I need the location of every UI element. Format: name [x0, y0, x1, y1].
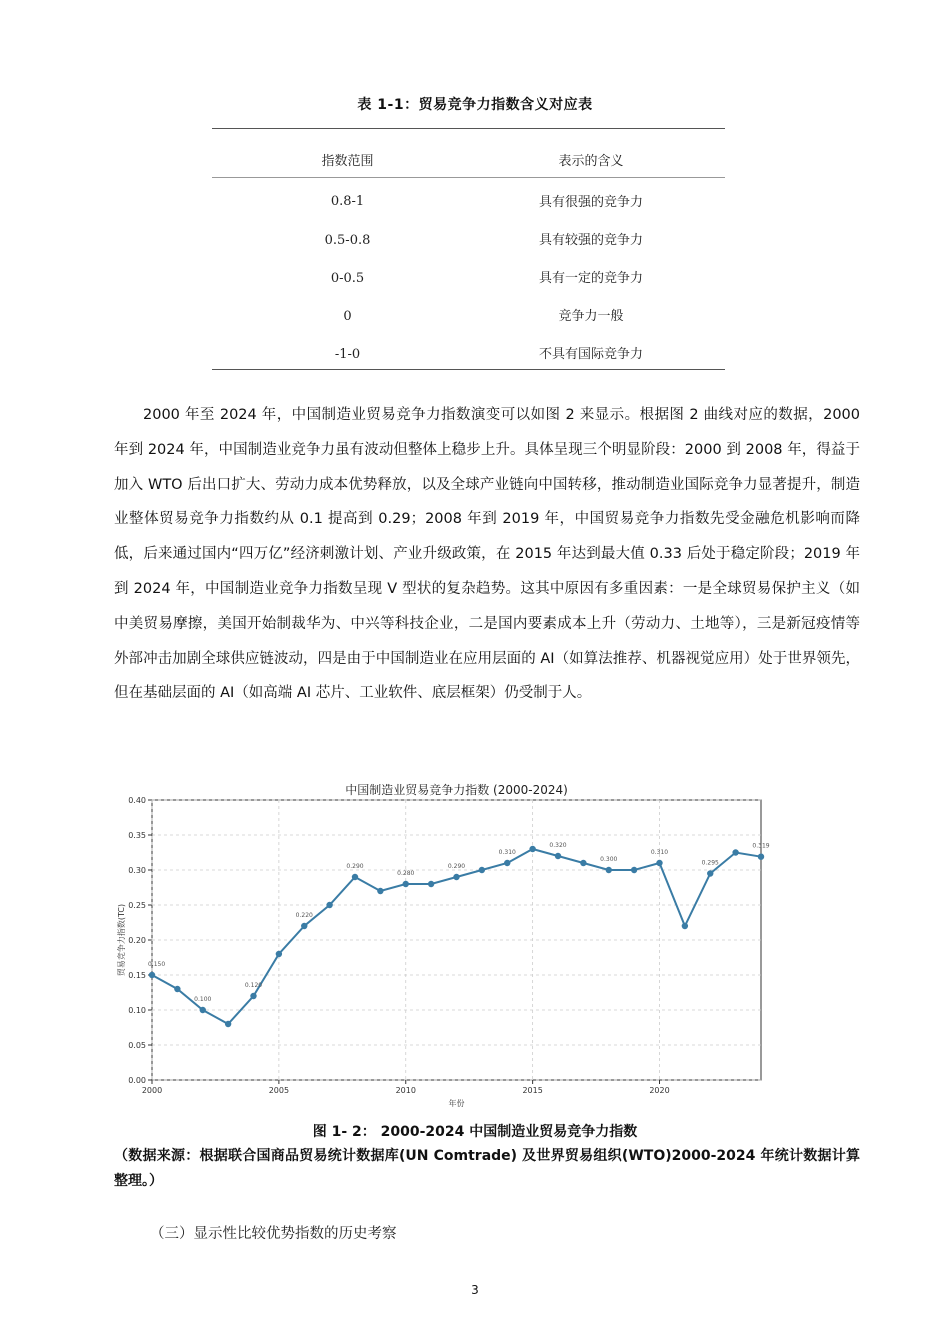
data-label: 0.220	[295, 912, 313, 919]
data-point	[174, 986, 180, 992]
data-point	[149, 972, 155, 978]
data-point	[479, 867, 485, 873]
data-point	[504, 860, 510, 866]
table-title: 表 1-1：贸易竞争力指数含义对应表	[357, 97, 593, 113]
x-tick-label: 2020	[649, 1086, 670, 1095]
x-tick-label: 2015	[522, 1086, 543, 1095]
figure-source: （数据来源：根据联合国商品贸易统计数据库(UN Comtrade) 及世界贸易组织(WTO)2000-2024 年统计数据计算整理。）	[114, 1148, 860, 1189]
y-tick-label: 0.30	[128, 866, 146, 875]
table-cell-range: 0-0.5	[330, 271, 365, 286]
data-label: 0.120	[244, 982, 263, 989]
data-point	[656, 860, 662, 866]
table-cell-meaning: 不具有国际竞争力	[538, 347, 643, 362]
data-label: 0.319	[752, 842, 770, 850]
data-point	[326, 902, 332, 908]
data-label: 0.300	[600, 856, 618, 863]
data-label: 0.100	[194, 996, 212, 1003]
data-point	[758, 854, 764, 860]
table-cell-meaning: 具有很强的竞争力	[538, 195, 643, 210]
figure-caption: 图 1- 2： 2000-2024 中国制造业贸易竞争力指数	[312, 1124, 638, 1140]
data-point	[403, 881, 409, 887]
y-tick-label: 0.35	[128, 831, 146, 840]
x-tick-label: 2000	[141, 1086, 163, 1095]
data-point	[377, 888, 383, 894]
body-text	[114, 398, 860, 711]
table-header-meaning: 表示的含义	[558, 154, 624, 169]
y-tick-label: 0.20	[128, 936, 146, 945]
table-bottom-rule	[212, 369, 725, 370]
data-point	[428, 881, 434, 887]
data-label: 0.150	[148, 961, 166, 968]
y-tick-label: 0.05	[128, 1041, 146, 1050]
chart-container	[112, 780, 772, 1110]
section-heading: （三）显示性比较优势指数的历史考察	[150, 1226, 397, 1242]
data-label: 0.310	[650, 849, 669, 856]
y-tick-label: 0.15	[128, 971, 146, 980]
table-cell-meaning: 具有一定的竞争力	[538, 271, 643, 286]
table-cell-meaning: 竞争力一般	[558, 309, 624, 324]
data-label: 0.295	[701, 859, 719, 867]
chart-title: 中国制造业贸易竞争力指数 (2000-2024)	[345, 783, 568, 797]
line-chart	[112, 780, 772, 1110]
data-point	[301, 923, 307, 929]
data-point	[732, 849, 738, 855]
data-point	[682, 923, 688, 929]
y-tick-label: 0.10	[128, 1006, 146, 1015]
data-point	[200, 1007, 206, 1013]
body-paragraph: 2000 年至 2024 年，中国制造业贸易竞争力指数演变可以如图 2 来显示。根据图 2 曲线对应的数据，2000 年到 2024 年，中国制造业竞争力虽有波动但整体上稳步上升。具体呈现三个明显阶段：2000 到 2008 年，得益于加入 WTO 后出口扩大、劳动力成本优势释放，以及全球产业链向中国转移，推动制造业国际竞争力显著提升，制造业整体贸易竞争力指数约从 0.1 提高到 0.29；2008 年到 2019 年，中国贸易竞争力指数先受金融危机影响而降低，后来通过国内“四万亿”经济刺激计划、产业升级政策，在 2015 年达到最大值 0.33 后处于稳定阶段；2019 年到 2024 年，中国制造业竞争力指数呈现 V 型状的复杂趋势。这其中原因有多重因素：一是全球贸易保护主义（如中美贸易摩擦，美国开始制裁华为、中兴等科技企业，二是国内要素成本上升（劳动力、土地等），三是新冠疫情等外部冲击加剧全球供应链波动，四是由于中国制造业在应用层面的 AI（如算法推荐、机器视觉应用）处于世界领先，但在基础层面的 AI（如高端 AI 芯片、工业软件、底层框架）仍受制于人。	[114, 407, 860, 702]
y-axis-label: 贸易竞争力指数(TC)	[117, 903, 126, 977]
data-point	[555, 853, 561, 859]
data-label: 0.310	[498, 849, 516, 856]
table-cell-range: -1-0	[334, 347, 361, 362]
data-point	[606, 867, 612, 873]
table-header-range: 指数范围	[321, 154, 374, 169]
page-number: 3	[471, 1283, 479, 1297]
data-point	[453, 874, 459, 880]
table-top-rule	[212, 128, 725, 129]
table-header-rule	[212, 177, 725, 178]
table-cell-range: 0.5-0.8	[324, 233, 371, 248]
data-label: 0.290	[346, 863, 364, 870]
data-point	[529, 846, 535, 852]
data-point	[250, 993, 256, 999]
data-label: 0.280	[397, 870, 415, 877]
table-cell-meaning: 具有较强的竞争力	[538, 233, 643, 248]
data-point	[225, 1021, 231, 1027]
table-cell-range: 0.8-1	[330, 194, 365, 209]
x-axis-label: 年份	[448, 1099, 465, 1108]
data-point	[580, 860, 586, 866]
y-tick-label: 0.25	[128, 901, 146, 910]
data-label: 0.320	[549, 842, 567, 849]
table-cell-range: 0	[343, 309, 352, 324]
data-point	[707, 870, 713, 876]
y-tick-label: 0.00	[128, 1076, 146, 1085]
x-tick-label: 2005	[268, 1086, 290, 1095]
data-point	[276, 951, 282, 957]
data-point	[352, 874, 358, 880]
y-tick-label: 0.40	[128, 796, 146, 805]
data-label: 0.290	[447, 863, 466, 870]
data-point	[631, 867, 637, 873]
x-tick-label: 2010	[395, 1086, 416, 1095]
